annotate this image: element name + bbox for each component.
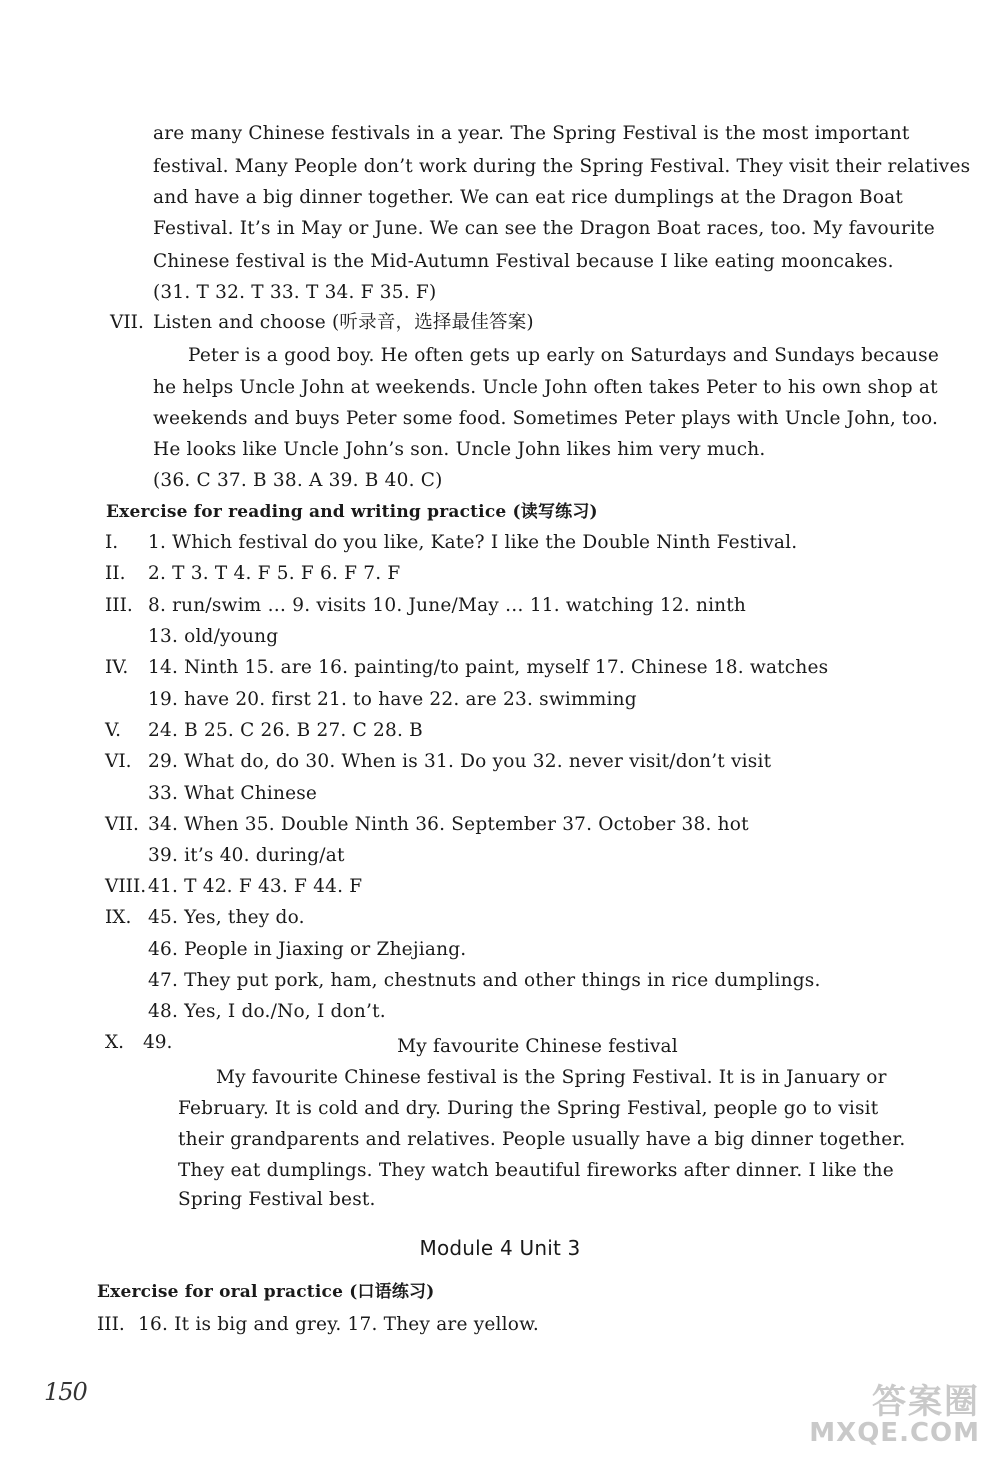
item-numeral: II. [105, 563, 126, 584]
passage-line: weekends and buys Peter some food. Sometimes Peter plays with Uncle John, too. [153, 408, 939, 429]
answer-line: 33. What Chinese [148, 783, 318, 804]
answer-line: 29. What do, do 30. When is 31. Do you 32. never visit/don’t visit [148, 751, 772, 772]
passage-line: Peter is a good boy. He often gets up early on Saturdays and Sundays because [188, 345, 940, 366]
exercise-heading: Exercise for reading and writing practice (读写练习) [106, 502, 598, 522]
answer-line: 14. Ninth 15. are 16. painting/to paint, myself 17. Chinese 18. watches [148, 657, 829, 678]
item-numeral: III. [97, 1314, 125, 1335]
item-numeral: IV. [105, 657, 129, 678]
item-numeral: III. [105, 595, 133, 616]
site-watermark [806, 1372, 986, 1452]
item-numeral: IX. [105, 907, 132, 928]
item-numeral: I. [105, 532, 119, 553]
section-heading: Listen and choose (听录音，选择最佳答案) [153, 312, 534, 333]
answers-line: (31. T 32. T 33. T 34. F 35. F) [153, 282, 437, 303]
section-numeral: VII. [110, 312, 144, 333]
answer-line: 13. old/young [148, 626, 279, 647]
answer-line: 2. T 3. T 4. F 5. F 6. F 7. F [148, 563, 401, 584]
answer-line: 39. it’s 40. during/at [148, 845, 345, 866]
essay-title: My favourite Chinese festival [397, 1036, 678, 1057]
passage-line: festival. Many People don’t work during the Spring Festival. They visit their relatives [153, 156, 971, 177]
item-numeral: VIII. [105, 876, 147, 897]
item-numeral: X. [105, 1032, 125, 1053]
passage-line: he helps Uncle John at weekends. Uncle John often takes Peter to his own shop at [153, 377, 938, 398]
passage-line: are many Chinese festivals in a year. The Spring Festival is the most important [153, 123, 910, 144]
item-numeral: V. [105, 720, 122, 741]
answer-line: 45. Yes, they do. [148, 907, 305, 928]
answer-line: 8. run/swim … 9. visits 10. June/May … 11. watching 12. ninth [148, 595, 747, 616]
passage-line: Chinese festival is the Mid-Autumn Festival because I like eating mooncakes. [153, 251, 894, 272]
answer-line: 34. When 35. Double Ninth 36. September 37. October 38. hot [148, 814, 749, 835]
answer-line: 19. have 20. first 21. to have 22. are 23. swimming [148, 689, 637, 710]
watermark-logo-text: 答案圈 [872, 1382, 980, 1422]
essay-line: February. It is cold and dry. During the Spring Festival, people go to visit [178, 1098, 879, 1119]
answers-line: (36. C 37. B 38. A 39. B 40. C) [153, 470, 443, 491]
answer-line: 1. Which festival do you like, Kate? I like the Double Ninth Festival. [148, 532, 798, 553]
passage-line: He looks like Uncle John’s son. Uncle John likes him very much. [153, 439, 766, 460]
answer-line: 41. T 42. F 43. F 44. F [148, 876, 363, 897]
watermark-url: MXQE.COM [809, 1418, 980, 1448]
essay-line: They eat dumplings. They watch beautiful fireworks after dinner. I like the [178, 1160, 894, 1181]
module-title: Module 4 Unit 3 [419, 1236, 581, 1260]
item-numeral: VII. [105, 814, 139, 835]
passage-line: Festival. It’s in May or June. We can see the Dragon Boat races, too. My favourite [153, 218, 935, 239]
answer-line: 48. Yes, I do./No, I don’t. [148, 1001, 386, 1022]
item-numeral: VI. [105, 751, 132, 772]
exercise-heading: Exercise for oral practice (口语练习) [97, 1282, 435, 1302]
item-number: 49. [143, 1032, 173, 1053]
answer-line: 16. It is big and grey. 17. They are yellow. [138, 1314, 539, 1335]
essay-line: My favourite Chinese festival is the Spring Festival. It is in January or [216, 1067, 887, 1088]
essay-line: Spring Festival best. [178, 1189, 376, 1210]
passage-line: and have a big dinner together. We can eat rice dumplings at the Dragon Boat [153, 187, 904, 208]
essay-line: their grandparents and relatives. People usually have a big dinner together. [178, 1129, 906, 1150]
answer-line: 24. B 25. C 26. B 27. C 28. B [148, 720, 423, 741]
answer-line: 47. They put pork, ham, chestnuts and other things in rice dumplings. [148, 970, 821, 991]
answer-line: 46. People in Jiaxing or Zhejiang. [148, 939, 467, 960]
page-number: 150 [44, 1378, 87, 1406]
